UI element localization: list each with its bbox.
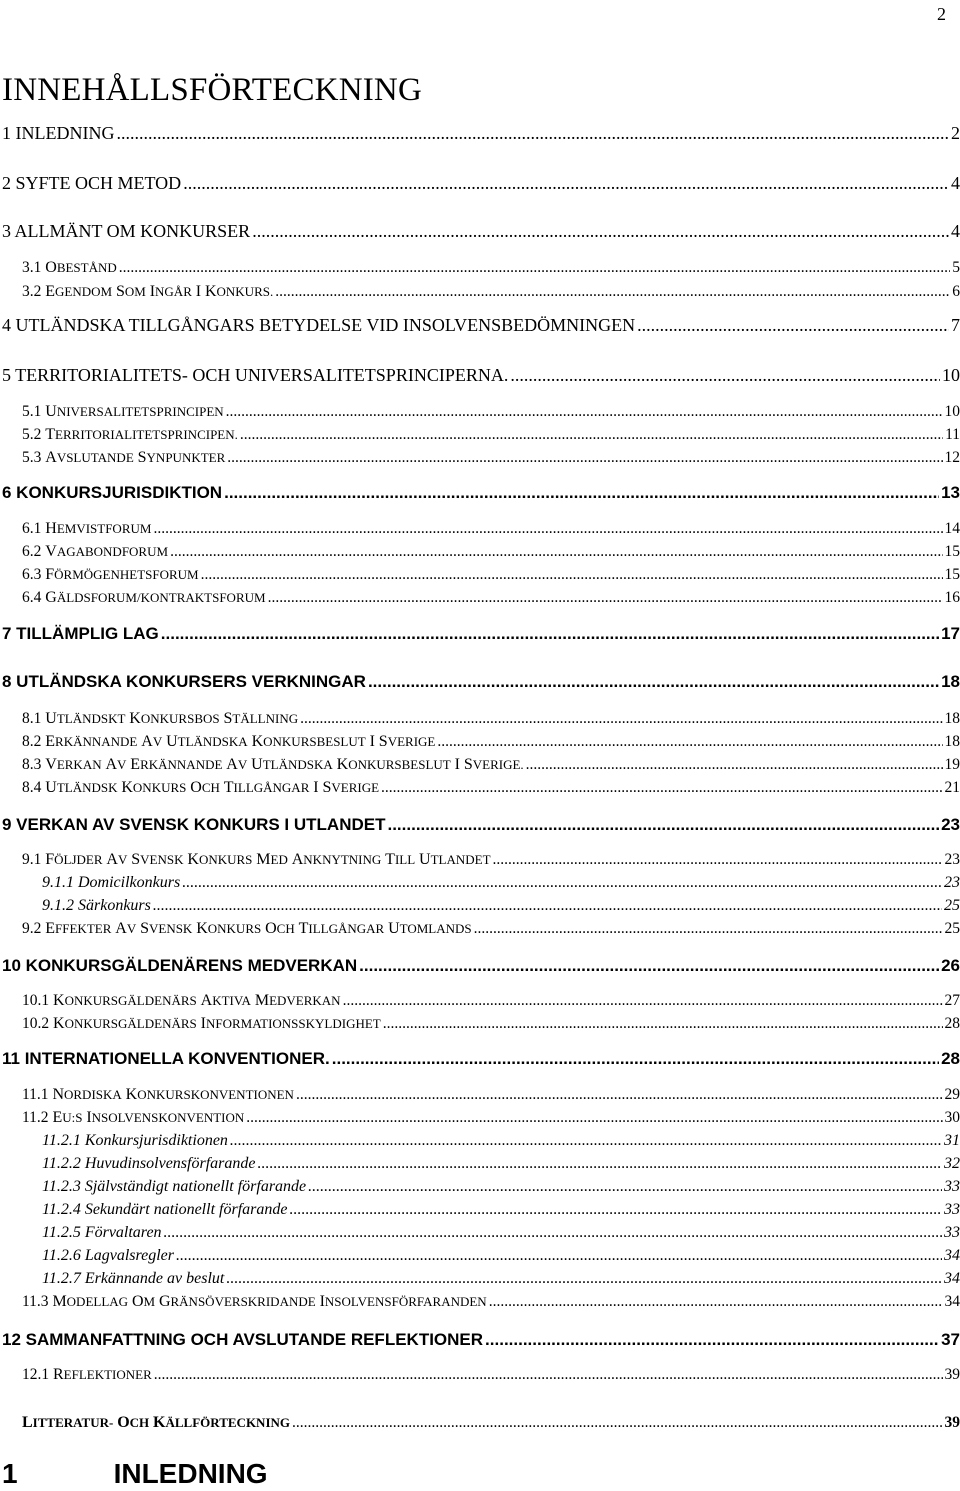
toc-entry[interactable]: [42, 898, 960, 914]
page-number: 2: [937, 4, 946, 24]
toc-entry[interactable]: [2, 366, 960, 384]
dot-leader: [224, 484, 939, 501]
toc-entry-page: 29: [944, 1086, 960, 1103]
toc-entry-label: 11.2 EU:S INSOLVENSKONVENTION: [22, 1109, 245, 1126]
toc-entry[interactable]: [22, 1016, 960, 1032]
toc-entry[interactable]: [2, 174, 960, 192]
toc-entry[interactable]: [42, 1202, 960, 1218]
dot-leader: [474, 921, 943, 937]
toc-entry-label: 9.1.2 Särkonkurs: [42, 897, 151, 914]
dot-leader: [300, 711, 942, 727]
dot-leader: [119, 260, 950, 276]
toc-entry[interactable]: [2, 222, 960, 240]
toc-entry-page: 15: [944, 566, 960, 583]
toc-entry-label: 6.3 FÖRMÖGENHETSFORUM: [22, 566, 199, 583]
toc-entry-page: 28: [944, 1015, 960, 1032]
toc-entry[interactable]: [22, 1110, 960, 1126]
dot-leader: [201, 567, 943, 583]
toc-entry-label: 10 KONKURSGÄLDENÄRENS MEDVERKAN: [2, 956, 358, 975]
dot-leader: [510, 366, 940, 384]
toc-entry-label: LITTERATUR- OCH KÄLLFÖRTECKNING: [22, 1414, 291, 1431]
dot-leader: [226, 1271, 942, 1287]
dot-leader: [437, 734, 942, 750]
toc-entry-label: 11.2.2 Huvudinsolvensförfarande: [42, 1155, 256, 1172]
dot-leader: [637, 316, 949, 334]
toc-entry[interactable]: [22, 404, 960, 420]
toc-entry-page: 17: [941, 624, 960, 643]
toc-entry[interactable]: [22, 590, 960, 606]
chapter-number: 1: [2, 1458, 18, 1489]
toc-entry-page: 11: [945, 426, 960, 443]
dot-leader: [257, 1156, 942, 1172]
dot-leader: [164, 1225, 942, 1241]
toc-entry-label: 8.4 UTLÄNDSK KONKURS OCH TILLGÅNGAR I SVERIGE: [22, 779, 380, 796]
toc-title: INNEHÅLLSFÖRTECKNING: [2, 72, 422, 108]
dot-leader: [489, 1294, 943, 1310]
dot-leader: [230, 1133, 942, 1149]
toc-entry[interactable]: [22, 544, 960, 560]
toc-entry-page: 4: [951, 221, 960, 241]
toc-entry-label: 11.2.6 Lagvalsregler: [42, 1247, 174, 1264]
toc-entry-label: 10.1 KONKURSGÄLDENÄRS AKTIVA MEDVERKAN: [22, 992, 341, 1009]
toc-entry[interactable]: [42, 875, 960, 891]
dot-leader: [289, 1202, 942, 1218]
toc-entry-page: 34: [944, 1270, 960, 1287]
toc-entry-page: 5: [952, 259, 960, 276]
toc-entry-label: 5 TERRITORIALITETS- OCH UNIVERSALITETSPRINCIPERNA.: [2, 365, 509, 385]
toc-entry-page: 33: [944, 1201, 960, 1218]
toc-entry[interactable]: [22, 734, 960, 750]
toc-entry-page: 25: [944, 897, 960, 914]
toc-entry-label: 11.3 MODELLAG OM GRÄNSÖVERSKRIDANDE INSOLVENSFÖRFARANDEN: [22, 1293, 487, 1310]
toc-entry-label: 12 SAMMANFATTNING OCH AVSLUTANDE REFLEKTIONER: [2, 1330, 484, 1349]
toc-entry[interactable]: [22, 1415, 960, 1431]
toc-entry[interactable]: [2, 124, 960, 142]
toc-entry[interactable]: [2, 673, 960, 690]
toc-entry-label: 3.1 OBESTÅND: [22, 259, 117, 276]
toc-entry-page: 23: [944, 874, 960, 891]
chapter-title: INLEDNING: [113, 1458, 268, 1489]
dot-leader: [308, 1179, 942, 1195]
dot-leader: [343, 993, 943, 1009]
toc-entry-page: 16: [944, 589, 960, 606]
toc-entry[interactable]: [22, 711, 960, 727]
toc-entry[interactable]: [22, 450, 960, 466]
dot-leader: [292, 1415, 942, 1431]
dot-leader: [493, 852, 943, 868]
toc-entry-page: 39: [944, 1366, 960, 1383]
chapter-heading: [2, 1458, 268, 1490]
toc-entry[interactable]: [2, 316, 960, 334]
dot-leader: [275, 284, 950, 300]
toc-entry[interactable]: [42, 1179, 960, 1195]
toc-entry-page: 6: [952, 283, 960, 300]
toc-entry[interactable]: [42, 1271, 960, 1287]
toc-entry-page: 39: [944, 1414, 960, 1431]
toc-entry-page: 4: [951, 173, 960, 193]
toc-entry-label: 11.2.7 Erkännande av beslut: [42, 1270, 225, 1287]
toc-entry-label: 7 TILLÄMPLIG LAG: [2, 624, 159, 643]
toc-entry-label: 6.1 HEMVISTFORUM: [22, 520, 152, 537]
toc-entry-label: 2 SYFTE OCH METOD: [2, 173, 182, 193]
dot-leader: [252, 222, 949, 240]
dot-leader: [368, 673, 939, 690]
toc-entry-label: 4 UTLÄNDSKA TILLGÅNGARS BETYDELSE VID INSOLVENSBEDÖMNINGEN: [2, 315, 636, 335]
toc-entry-page: 18: [944, 733, 960, 750]
dot-leader: [381, 780, 942, 796]
toc-entry[interactable]: [22, 567, 960, 583]
toc-entry-label: 3.2 EGENDOM SOM INGÅR I KONKURS.: [22, 283, 274, 300]
toc-entry-page: 33: [944, 1224, 960, 1241]
toc-entry-page: 37: [941, 1330, 960, 1349]
toc-entry-label: 9.1 FÖLJDER AV SVENSK KONKURS MED ANKNYTNING TILL UTLANDET: [22, 851, 491, 868]
dot-leader: [182, 875, 942, 891]
toc-entry-page: 30: [944, 1109, 960, 1126]
toc-entry-label: 1 INLEDNING: [2, 123, 115, 143]
toc-entry-page: 10: [942, 365, 960, 385]
toc-entry-page: 18: [941, 672, 960, 691]
toc-entry[interactable]: [22, 284, 960, 300]
toc-entry-page: 10: [944, 403, 960, 420]
toc-entry-label: 6 KONKURSJURISDIKTION: [2, 483, 223, 502]
toc-entry-page: 27: [944, 992, 960, 1009]
toc-entry[interactable]: [2, 625, 960, 642]
toc-entry-label: 9 VERKAN AV SVENSK KONKURS I UTLANDET: [2, 815, 386, 834]
toc-entry[interactable]: [2, 1050, 960, 1067]
toc-entry[interactable]: [22, 780, 960, 796]
toc-entry-label: 9.1.1 Domicilkonkurs: [42, 874, 181, 891]
toc-entry-label: 8.2 ERKÄNNANDE AV UTLÄNDSKA KONKURSBESLUT I SVERIGE: [22, 733, 436, 750]
dot-leader: [359, 957, 939, 974]
toc-entry-page: 14: [944, 520, 960, 537]
toc-entry-label: 5.1 UNIVERSALITETSPRINCIPEN: [22, 403, 224, 420]
toc-entry-label: 3 ALLMÄNT OM KONKURSER: [2, 221, 251, 241]
toc-entry-label: 8.3 VERKAN AV ERKÄNNANDE AV UTLÄNDSKA KONKURSBESLUT I SVERIGE.: [22, 756, 524, 773]
dot-leader: [226, 404, 943, 420]
toc-entry[interactable]: [42, 1133, 960, 1149]
toc-entry[interactable]: [22, 521, 960, 537]
toc-entry[interactable]: [22, 852, 960, 868]
toc-entry-label: 8.1 UTLÄNDSKT KONKURSBOS STÄLLNING: [22, 710, 299, 727]
toc-entry[interactable]: [2, 1331, 960, 1348]
toc-entry[interactable]: [2, 484, 960, 501]
toc-entry[interactable]: [22, 260, 960, 276]
toc-entry-page: 19: [944, 756, 960, 773]
toc-entry-page: 31: [944, 1132, 960, 1149]
toc-entry[interactable]: [22, 427, 960, 443]
toc-entry-page: 33: [944, 1178, 960, 1195]
toc-entry[interactable]: [22, 993, 960, 1009]
dot-leader: [227, 450, 942, 466]
dot-leader: [116, 124, 949, 142]
toc-entry-page: 26: [941, 956, 960, 975]
toc-entry[interactable]: [2, 957, 960, 974]
toc-entry-page: 2: [951, 123, 960, 143]
toc-entry-label: 5.3 AVSLUTANDE SYNPUNKTER: [22, 449, 226, 466]
toc-entry-page: 7: [951, 315, 960, 335]
toc-entry-page: 28: [941, 1049, 960, 1068]
dot-leader: [183, 174, 949, 192]
toc-entry-page: 15: [944, 543, 960, 560]
dot-leader: [246, 1110, 942, 1126]
toc-entry-label: 11.2.4 Sekundärt nationellt förfarande: [42, 1201, 288, 1218]
toc-entry-label: 11.2.1 Konkursjurisdiktionen: [42, 1132, 228, 1149]
toc-entry-page: 32: [944, 1155, 960, 1172]
dot-leader: [153, 521, 942, 537]
toc-entry-label: 11.1 NORDISKA KONKURSKONVENTIONEN: [22, 1086, 294, 1103]
toc-entry[interactable]: [42, 1225, 960, 1241]
toc-entry-page: 13: [941, 483, 960, 502]
toc-entry-label: 11.2.3 Självständigt nationellt förfarande: [42, 1178, 307, 1195]
toc-entry-page: 12: [944, 449, 960, 466]
toc-entry-page: 34: [944, 1247, 960, 1264]
dot-leader: [383, 1016, 943, 1032]
toc-entry[interactable]: [22, 757, 960, 773]
dot-leader: [170, 544, 942, 560]
dot-leader: [526, 757, 943, 773]
toc-entry-page: 25: [944, 920, 960, 937]
toc-entry[interactable]: [22, 1087, 960, 1103]
toc-entry-label: 11.2.5 Förvaltaren: [42, 1224, 162, 1241]
toc-entry-page: 23: [941, 815, 960, 834]
toc-entry[interactable]: [22, 1294, 960, 1310]
toc-entry-page: 18: [944, 710, 960, 727]
dot-leader: [240, 427, 943, 443]
toc-entry-page: 23: [944, 851, 960, 868]
dot-leader: [154, 1367, 943, 1383]
toc-entry-label: 5.2 TERRITORIALITETSPRINCIPEN.: [22, 426, 238, 443]
toc-entry[interactable]: [2, 816, 960, 833]
dot-leader: [387, 816, 939, 833]
dot-leader: [161, 625, 939, 642]
toc-entry-label: 11 INTERNATIONELLA KONVENTIONER.: [2, 1049, 330, 1068]
toc-entry[interactable]: [22, 1367, 960, 1383]
toc-entry-page: 21: [944, 779, 960, 796]
dot-leader: [296, 1087, 943, 1103]
toc-entry[interactable]: [22, 921, 960, 937]
toc-entry-label: 12.1 REFLEKTIONER: [22, 1366, 152, 1383]
dot-leader: [332, 1050, 939, 1067]
dot-leader: [268, 590, 943, 606]
toc-entry-label: 6.2 VAGABONDFORUM: [22, 543, 169, 560]
dot-leader: [176, 1248, 942, 1264]
toc-entry-label: 6.4 GÄLDSFORUM/KONTRAKTSFORUM: [22, 589, 266, 606]
dot-leader: [485, 1331, 939, 1348]
toc-entry-page: 34: [944, 1293, 960, 1310]
dot-leader: [153, 898, 942, 914]
toc-entry-label: 9.2 EFFEKTER AV SVENSK KONKURS OCH TILLGÅNGAR UTOMLANDS: [22, 920, 472, 937]
toc-entry[interactable]: [42, 1248, 960, 1264]
toc-entry-label: 10.2 KONKURSGÄLDENÄRS INFORMATIONSSKYLDIGHET: [22, 1015, 381, 1032]
toc-entry[interactable]: [42, 1156, 960, 1172]
toc-entry-label: 8 UTLÄNDSKA KONKURSERS VERKNINGAR: [2, 672, 366, 691]
